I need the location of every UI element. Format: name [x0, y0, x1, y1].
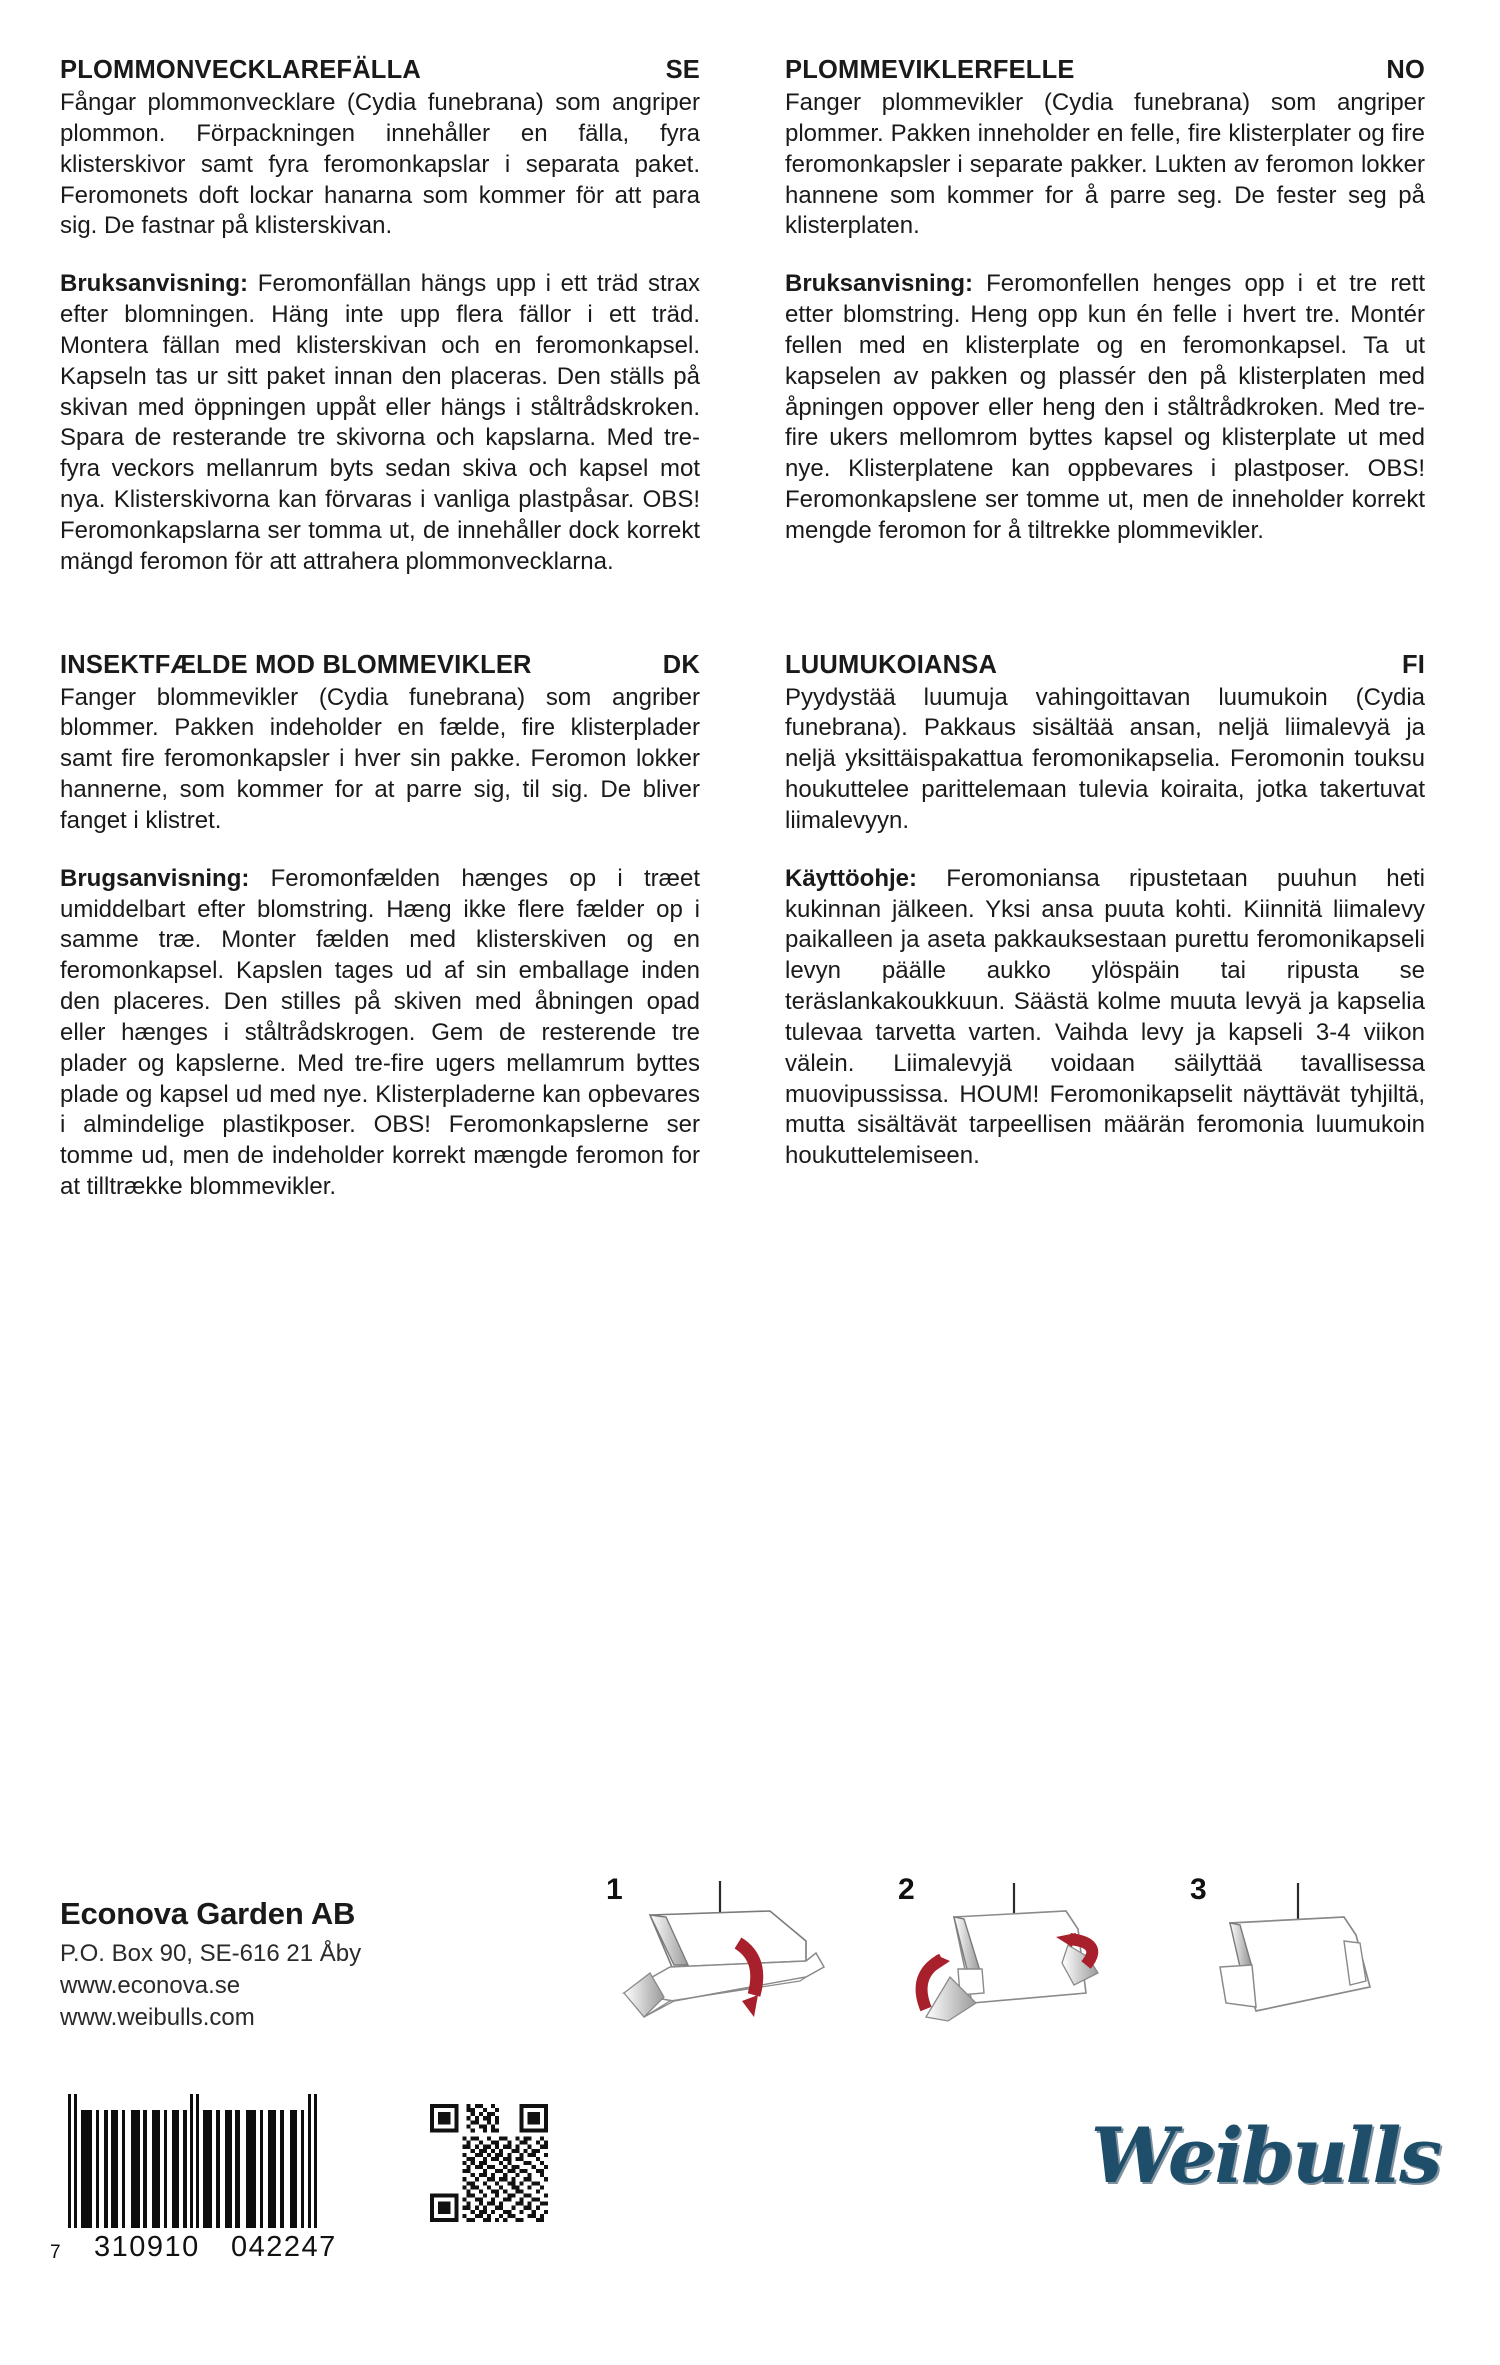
section-intro-dk: Fanger blommevikler (Cydia funebrana) som angriber blommer. Pakken indeholder en fælde, fire klisterplader samt fire feromonkapsler i hver sin pakke. Feromon lokker hannerne, som kommer for at parre sig, til sig. De bliver fanget i klistret.: [60, 683, 700, 834]
assembly-step-1: [600, 1873, 870, 2038]
barcode-lead-digit: 7: [50, 2242, 61, 2263]
trap-illustration-flat-icon: [610, 1881, 860, 2036]
barcode-right-group: 042247: [231, 2231, 337, 2263]
trap-illustration-assembled-icon: [1194, 1881, 1444, 2036]
company-website-econova: www.econova.se: [60, 1972, 241, 2000]
country-code-no: NO: [1386, 56, 1425, 84]
section-intro-fi: Pyydystää luumuja vahingoittavan luumukoin (Cydia funebrana). Pakkaus sisältää ansan, neljä liimalevyä ja neljä yksittäispakattua feromonikapselia. Feromonin touksu houkuttelee parittelemaan tulevia koiraita, jotka takertuvat liimalevyyn.: [785, 683, 1425, 834]
language-section-no: [785, 55, 1425, 578]
barcode-bars: [68, 2110, 340, 2228]
step-number-3: 3: [1190, 1873, 1207, 1906]
weibulls-logo: [1090, 2111, 1440, 2200]
section-title-se: PLOMMONVECKLAREFÄLLA: [60, 56, 421, 84]
assembly-diagram: [600, 1873, 1454, 2038]
country-code-fi: FI: [1401, 650, 1425, 679]
footer-top-row: [60, 1873, 1440, 2080]
section-title-dk: INSEKTFÆLDE MOD BLOMMEVIKLER: [60, 650, 532, 679]
barcode-left-group: 310910: [94, 2231, 200, 2263]
barcode-number: [50, 2230, 340, 2264]
instructions-body-dk: Feromonfælden hænges op i træet umiddelbart efter blomstring. Hæng ikke flere fælder op i samme træ. Monter fælden med klisterskiven og en feromonkapsel. Kapslen tages ud af sin emballage inden den placeres. Den stilles på skiven med åbningen opad eller hænges i ståltrådskrogen. Gem de resterende tre plader og kapslerne. Med tre-fire ugers mellamrum byttes plade og kapsel ud med nye. Klisterpladerne kan opbevares i almindelige plastikposer. OBS! Feromonkapslerne ser tomme ud, men de indeholder korrekt mængde feromon for at tilltrække blommevikler.: [60, 864, 700, 1201]
language-section-dk: [60, 650, 700, 1203]
section-heading-fi: [785, 650, 1425, 681]
section-instructions-fi: [785, 864, 1425, 1172]
instructions-label-fi: Käyttöohje:: [785, 864, 917, 892]
company-website-weibulls: www.weibulls.com: [60, 2004, 255, 2031]
company-name: Econova Garden AB: [60, 1896, 356, 1931]
footer: [50, 1873, 1440, 2263]
section-instructions-se: [60, 269, 700, 577]
qr-code-icon: [430, 2104, 548, 2222]
section-intro-no: Fanger plommevikler (Cydia funebrana) som angriper plommer. Pakken inneholder en felle, fire klisterplater og fire feromonkapsler i separate pakker. Lukten av feromon lokker hannene som kommer for å parre seg. De fester seg på klisterplaten.: [785, 89, 1425, 240]
qr-code: [430, 2104, 548, 2227]
instructions-label-dk: Brugsanvisning:: [60, 864, 250, 892]
instructions-label-se: Bruksanvisning:: [60, 270, 249, 298]
trap-illustration-folding-icon: [902, 1881, 1152, 2036]
language-section-se: [60, 55, 700, 578]
step-number-1: 1: [606, 1873, 623, 1906]
section-title-no: PLOMMEVIKLERFELLE: [785, 56, 1075, 84]
instructions-label-no: Bruksanvisning:: [785, 270, 974, 298]
section-heading-no: [785, 55, 1425, 86]
language-sections: [60, 55, 1440, 1203]
section-instructions-no: [785, 269, 1425, 546]
language-section-fi: [785, 650, 1425, 1203]
assembly-step-3: [1184, 1873, 1454, 2038]
company-address: P.O. Box 90, SE-616 21 Åby: [60, 1940, 362, 1968]
instructions-body-fi: Feromoniansa ripustetaan puuhun heti kukinnan jälkeen. Yksi ansa puuta kohti. Kiinnitä liimalevy paikalleen ja aseta pakkauksestaan purettu feromonikapseli levyn päälle aukko ylöspäin tai ripusta se teräslankakoukkuun. Säästä kolme muuta levyä ja kapselia tulevaa tarvetta varten. Vaihda levy ja kapseli 3-4 viikon välein. Liimalevyjä voidaan säilyttää tavallisessa muovipussissa. HOUM! Feromonikapselit näyttävät tyhjiltä, mutta sisältävät tarpeellisen määrän feromonia luumukoin houkuttelemiseen.: [785, 864, 1425, 1170]
step-number-2: 2: [898, 1873, 915, 1906]
instructions-body-no: Feromonfellen henges opp i et tre rett etter blomstring. Heng opp kun én felle i hvert tre. Montér fellen med en klisterplate og en feromonkapsel. Ta ut kapselen av pakken og plassér den på klisterplaten med åpningen oppover eller heng den i ståltrådkroken. Med tre-fire ukers mellomrom byttes kapsel og klisterplate ut med nye. Klisterplatene kan oppbevares i plastposer. OBS! Feromonkapslene ser tomme ut, men de inneholder korrekt mengde feromon for å tiltrekke plommevikler.: [785, 270, 1425, 544]
company-info: [60, 1895, 361, 2034]
barcode: [50, 2110, 340, 2264]
section-instructions-dk: [60, 864, 700, 1203]
weibulls-logo-text: Weibulls: [1090, 2111, 1440, 2200]
section-heading-se: [60, 55, 700, 86]
assembly-step-2: [892, 1873, 1162, 2038]
footer-bottom-row: [50, 2100, 1440, 2290]
instructions-body-se: Feromonfällan hängs upp i ett träd strax efter blomningen. Häng inte upp flera fällor i ett träd. Montera fällan med klisterskivan och en feromonkapsel. Kapseln tas ur sitt paket innan den placeras. Den ställs på skivan med öppningen uppåt eller hängs i ståltrådskroken. Spara de resterande tre skivorna och kapslarna. Med tre-fyra veckors mellanrum byts sedan skiva och kapsel mot nya. Klisterskivorna kan förvaras i vanliga plastpåsar. OBS! Feromonkapslarna ser tomma ut, de innehåller dock korrekt mängd feromon för att attrahera plommonvecklarna.: [60, 270, 700, 575]
country-code-dk: DK: [662, 650, 700, 679]
section-intro-se: Fångar plommonvecklare (Cydia funebrana) som angriper plommon. Förpackningen innehåller en fälla, fyra klisterskivor samt fyra feromonkapslar i separata paket. Feromonets doft lockar hanarna som kommer för att para sig. De fastnar på klisterskivan.: [60, 89, 700, 240]
section-title-fi: LUUMUKOIANSA: [785, 650, 998, 679]
country-code-se: SE: [665, 56, 700, 84]
section-heading-dk: [60, 650, 700, 681]
